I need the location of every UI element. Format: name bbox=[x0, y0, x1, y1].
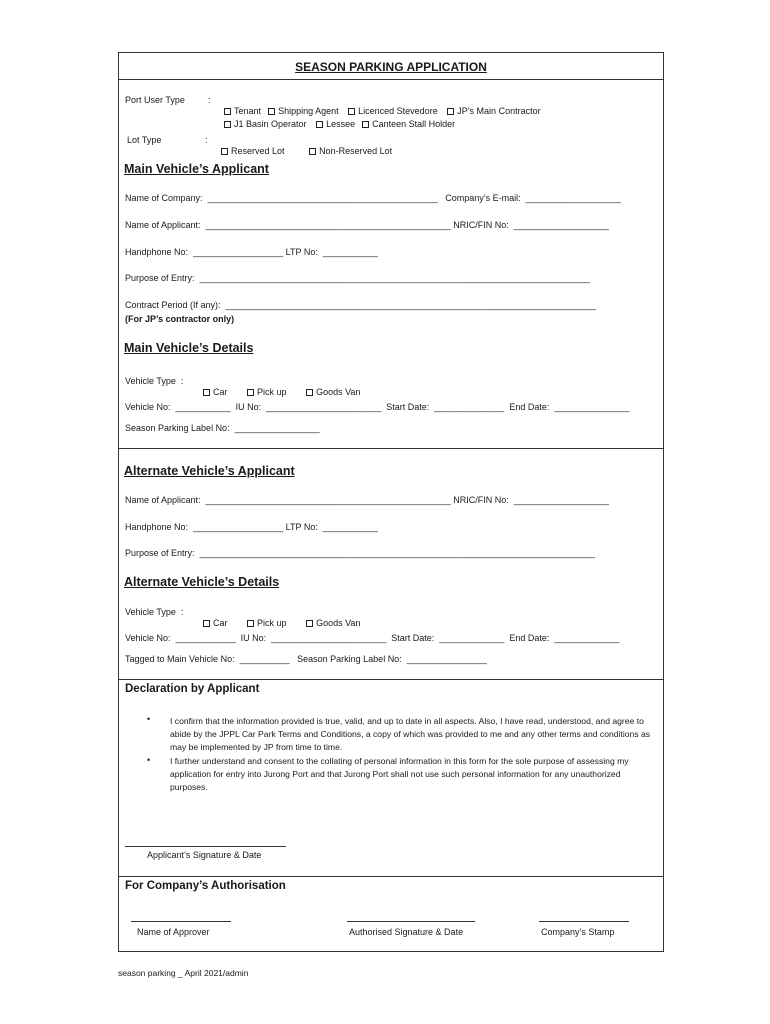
checkbox-alt-car[interactable]: Car bbox=[201, 618, 228, 628]
application-form bbox=[118, 52, 664, 952]
contract-period-field[interactable]: Contract Period (If any): __________________________________________________________________________ bbox=[125, 300, 596, 310]
form-title: SEASON PARKING APPLICATION bbox=[295, 60, 487, 74]
company-stamp-line[interactable] bbox=[539, 921, 629, 922]
checkbox-tenant[interactable]: Tenant bbox=[222, 106, 261, 116]
checkbox-car[interactable]: Car bbox=[201, 387, 228, 397]
lot-type-colon: : bbox=[205, 135, 208, 145]
alt-purpose-of-entry-field[interactable]: Purpose of Entry: _______________________________________________________________________________ bbox=[125, 548, 595, 558]
checkbox-icon bbox=[247, 389, 254, 396]
checkbox-icon bbox=[306, 389, 313, 396]
alt-vehicle-number-field[interactable]: Vehicle No: ____________ IU No: _______________________ Start Date: _____________ End Date: _____________ bbox=[125, 633, 620, 643]
checkbox-icon bbox=[306, 620, 313, 627]
checkbox-lessee[interactable]: Lessee bbox=[314, 119, 355, 129]
checkbox-icon bbox=[309, 148, 316, 155]
checkbox-alt-goods-van[interactable]: Goods Van bbox=[304, 618, 360, 628]
main-details-heading: Main Vehicle’s Details bbox=[124, 341, 254, 355]
alt-vehicle-type-label: Vehicle Type : bbox=[125, 607, 184, 617]
authorisation-heading: For Company’s Authorisation bbox=[125, 880, 286, 892]
handphone-field[interactable]: Handphone No: __________________ LTP No: ___________ bbox=[125, 247, 378, 257]
checkbox-non-reserved-lot[interactable]: Non-Reserved Lot bbox=[307, 146, 392, 156]
applicant-signature-label: Applicant’s Signature & Date bbox=[147, 850, 262, 860]
declaration-heading: Declaration by Applicant bbox=[125, 683, 260, 695]
tagged-main-vehicle-field[interactable]: Tagged to Main Vehicle No: __________ Season Parking Label No: ________________ bbox=[125, 654, 487, 664]
port-user-type-colon: : bbox=[208, 95, 211, 105]
bullet-icon: • bbox=[147, 755, 151, 765]
checkbox-icon bbox=[362, 121, 369, 128]
authorised-signature-line[interactable] bbox=[347, 921, 475, 922]
divider bbox=[119, 679, 663, 680]
main-vehicle-number-field[interactable]: Vehicle No: ___________ IU No: _______________________ Start Date: ______________ End Date: _______________ bbox=[125, 402, 630, 412]
checkbox-j1-basin-operator[interactable]: J1 Basin Operator bbox=[222, 119, 307, 129]
checkbox-alt-pick-up[interactable]: Pick up bbox=[245, 618, 287, 628]
bullet-icon: • bbox=[147, 714, 151, 724]
checkbox-licenced-stevedore[interactable]: Licenced Stevedore bbox=[346, 106, 438, 116]
alt-details-heading: Alternate Vehicle’s Details bbox=[124, 575, 280, 589]
checkbox-icon bbox=[316, 121, 323, 128]
checkbox-pick-up[interactable]: Pick up bbox=[245, 387, 287, 397]
checkbox-icon bbox=[203, 389, 210, 396]
main-vehicle-type-label: Vehicle Type : bbox=[125, 376, 184, 386]
checkbox-icon bbox=[224, 121, 231, 128]
checkbox-icon bbox=[221, 148, 228, 155]
purpose-of-entry-field[interactable]: Purpose of Entry: ______________________________________________________________________________ bbox=[125, 273, 590, 283]
form-title-row bbox=[119, 53, 663, 80]
alt-applicant-name-field[interactable]: Name of Applicant: _________________________________________________ NRIC/FIN No: ___________________ bbox=[125, 495, 609, 505]
declaration-bullet-1: I confirm that the information provided is true, valid, and up to date in all aspects. Also, I have read, understood, and agree to abide by the JPPL Car Park Terms and Conditions, a copy of which was provided to me and any other terms and conditions as may be implemented by JP from time to time. bbox=[170, 716, 651, 752]
checkbox-icon bbox=[247, 620, 254, 627]
checkbox-reserved-lot[interactable]: Reserved Lot bbox=[219, 146, 285, 156]
lot-type-label: Lot Type bbox=[127, 135, 162, 145]
port-user-type-label: Port User Type bbox=[125, 95, 185, 105]
company-name-field[interactable]: Name of Company: ______________________________________________ Company’s E-mail: ___________________ bbox=[125, 193, 621, 203]
approver-name-label: Name of Approver bbox=[137, 927, 210, 937]
footer-note: season parking _ April 2021/admin bbox=[118, 968, 249, 978]
checkbox-shipping-agent[interactable]: Shipping Agent bbox=[266, 106, 339, 116]
company-stamp-label: Company’s Stamp bbox=[541, 927, 615, 937]
contract-period-note: (For JP’s contractor only) bbox=[125, 314, 235, 324]
checkbox-jp-main-contractor[interactable]: JP’s Main Contractor bbox=[445, 106, 540, 116]
applicant-signature-line[interactable] bbox=[125, 846, 286, 847]
approver-name-line[interactable] bbox=[131, 921, 231, 922]
main-applicant-heading: Main Vehicle’s Applicant bbox=[124, 162, 269, 176]
alt-applicant-heading: Alternate Vehicle’s Applicant bbox=[124, 464, 295, 478]
alt-handphone-field[interactable]: Handphone No: __________________ LTP No: ___________ bbox=[125, 522, 378, 532]
declaration-bullet-2: I further understand and consent to the collating of personal information in this form for the sole purpose of assessing my application for entry into Jurong Port and that Jurong Port shall not use such personal information for any unauthorized purposes. bbox=[170, 756, 629, 792]
checkbox-goods-van[interactable]: Goods Van bbox=[304, 387, 360, 397]
divider bbox=[119, 448, 663, 449]
divider bbox=[119, 876, 663, 877]
checkbox-canteen-stall-holder[interactable]: Canteen Stall Holder bbox=[360, 119, 455, 129]
checkbox-icon bbox=[203, 620, 210, 627]
applicant-name-field[interactable]: Name of Applicant: _________________________________________________ NRIC/FIN No: ___________________ bbox=[125, 220, 609, 230]
authorised-signature-label: Authorised Signature & Date bbox=[349, 927, 464, 937]
main-season-label-field[interactable]: Season Parking Label No: _________________ bbox=[125, 423, 320, 433]
